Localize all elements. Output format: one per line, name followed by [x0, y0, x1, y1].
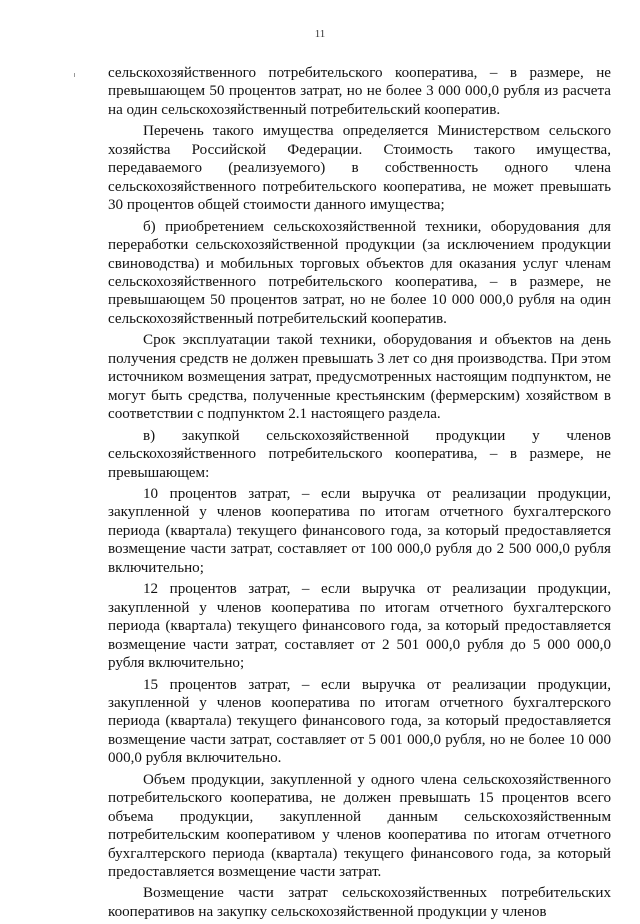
paragraph: сельскохозяйственного потребительского кооператива, – в размере, не превышающем 50 процентов затрат, но не более 3 000 000,0 рубля из расчета на один сельскохозяйственный потребительский кооператив.	[108, 65, 611, 118]
paragraph: в) закупкой сельскохозяйственной продукции у членов сельскохозяйственного потребительского кооператива, – в размере, не превышающем:	[108, 427, 611, 481]
paragraph: б) приобретением сельскохозяйственной техники, оборудования для переработки сельскохозяйственной продукции (за исключением продукции свиноводства) и мобильных торговых объектов для оказания услуг членам сельскохозяйственного потребительского кооператива, – в размере, не превышающем 50 процентов затрат, но не более 10 000 000,0 рубля на один сельскохозяйственный потребительский кооператив.	[108, 218, 611, 327]
paragraph: Перечень такого имущества определяется Министерством сельского хозяйства Российской Федерации. Стоимость такого имущества, передаваемого (реализуемого) в собственность одного члена сельскохозяйственного потребительского кооператива, не может превышать 30 процентов общей стоимости данного имущества;	[108, 123, 611, 214]
paragraph: Возмещение части затрат сельскохозяйственных потребительских кооперативов на закупку сельскохозяйственной продукции у членов	[108, 885, 611, 920]
paragraph: 10 процентов затрат, – если выручка от реализации продукции, закупленной у членов кооператива по итогам отчетного бухгалтерского периода (квартала) текущего финансового года, за который предоставляется возмещение части затрат, составляет от 100 000,0 рубля до 2 500 000,0 рубля включительно;	[108, 485, 611, 576]
paragraph: 12 процентов затрат, – если выручка от реализации продукции, закупленной у членов кооператива по итогам отчетного бухгалтерского периода (квартала) текущего финансового года, за который предоставляется возмещение части затрат, составляет от 2 501 000,0 рубля до 5 000 000,0 рубля включительно;	[108, 581, 611, 672]
document-body	[108, 64, 611, 924]
page-number: 11	[314, 28, 326, 40]
paragraph: Срок эксплуатации такой техники, оборудования и объектов на день получения средств не должен превышать 3 лет со дня производства. При этом источником возмещения затрат, предусмотренных настоящим подпунктом, не могут быть средства, полученные крестьянским (фермерским) хозяйством в соответствии с подпунктом 2.1 настоящего раздела.	[108, 332, 611, 423]
margin-mark	[74, 73, 75, 77]
paragraph: Объем продукции, закупленной у одного члена сельскохозяйственного потребительского кооператива, не должен превышать 15 процентов всего объема продукции, закупленной данным сельскохозяйственным потребительским кооперативом у членов кооператива по итогам отчетного бухгалтерского периода (квартала) текущего финансового года, за который предоставляется возмещение части затрат.	[108, 771, 611, 881]
paragraph: 15 процентов затрат, – если выручка от реализации продукции, закупленной у членов кооператива по итогам отчетного бухгалтерского периода (квартала) текущего финансового года, за который предоставляется возмещение части затрат, составляет от 5 001 000,0 рубля, но не более 10 000 000,0 рубля включительно.	[108, 676, 611, 767]
